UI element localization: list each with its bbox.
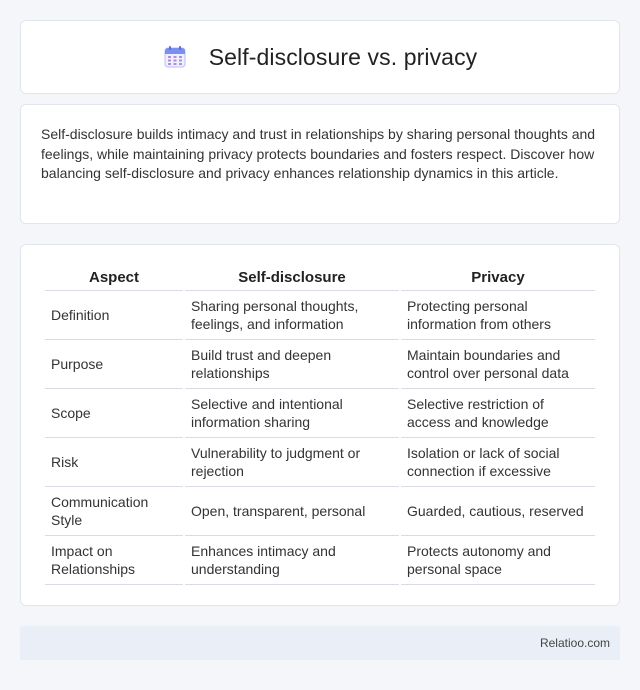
title-card xyxy=(20,20,620,94)
table-cell-self-disclosure: Open, transparent, personal xyxy=(185,487,399,536)
table-cell-self-disclosure: Selective and intentional information sharing xyxy=(185,389,399,438)
intro-text: Self-disclosure builds intimacy and trust in relationships by sharing personal thoughts and feelings, while maintaining privacy protects boundaries and fosters respect. Discover how balancing self-disclosure and privacy enhances relationship dynamics in this article. xyxy=(41,126,596,181)
table-cell-privacy: Protecting personal information from others xyxy=(401,291,595,340)
table-cell-privacy: Protects autonomy and personal space xyxy=(401,536,595,585)
table-cell-aspect: Purpose xyxy=(45,340,183,389)
column-header-privacy: Privacy xyxy=(401,265,595,291)
column-header-self-disclosure: Self-disclosure xyxy=(185,265,399,291)
calendar-icon xyxy=(163,45,187,69)
table-header-row xyxy=(45,265,595,291)
column-header-aspect: Aspect xyxy=(45,265,183,291)
table-cell-privacy: Isolation or lack of social connection if excessive xyxy=(401,438,595,487)
table-row xyxy=(45,438,595,487)
table-cell-self-disclosure: Sharing personal thoughts, feelings, and information xyxy=(185,291,399,340)
comparison-table xyxy=(43,265,597,585)
footer xyxy=(20,626,620,660)
table-row xyxy=(45,389,595,438)
table-cell-self-disclosure: Build trust and deepen relationships xyxy=(185,340,399,389)
page-title: Self-disclosure vs. privacy xyxy=(208,43,478,70)
comparison-table-card xyxy=(20,244,620,606)
table-cell-aspect: Risk xyxy=(45,438,183,487)
table-row xyxy=(45,291,595,340)
table-row xyxy=(45,536,595,585)
title-wrap xyxy=(163,44,478,71)
table-cell-self-disclosure: Vulnerability to judgment or rejection xyxy=(185,438,399,487)
table-cell-aspect: Scope xyxy=(45,389,183,438)
table-cell-aspect: Communication Style xyxy=(45,487,183,536)
footer-brand: Relatioo.com xyxy=(539,636,610,650)
table-cell-privacy: Maintain boundaries and control over personal data xyxy=(401,340,595,389)
intro-card xyxy=(20,104,620,224)
table-cell-privacy: Selective restriction of access and knowledge xyxy=(401,389,595,438)
table-cell-privacy: Guarded, cautious, reserved xyxy=(401,487,595,536)
table-cell-aspect: Definition xyxy=(45,291,183,340)
table-cell-self-disclosure: Enhances intimacy and understanding xyxy=(185,536,399,585)
table-cell-aspect: Impact on Relationships xyxy=(45,536,183,585)
table-row xyxy=(45,487,595,536)
table-row xyxy=(45,340,595,389)
